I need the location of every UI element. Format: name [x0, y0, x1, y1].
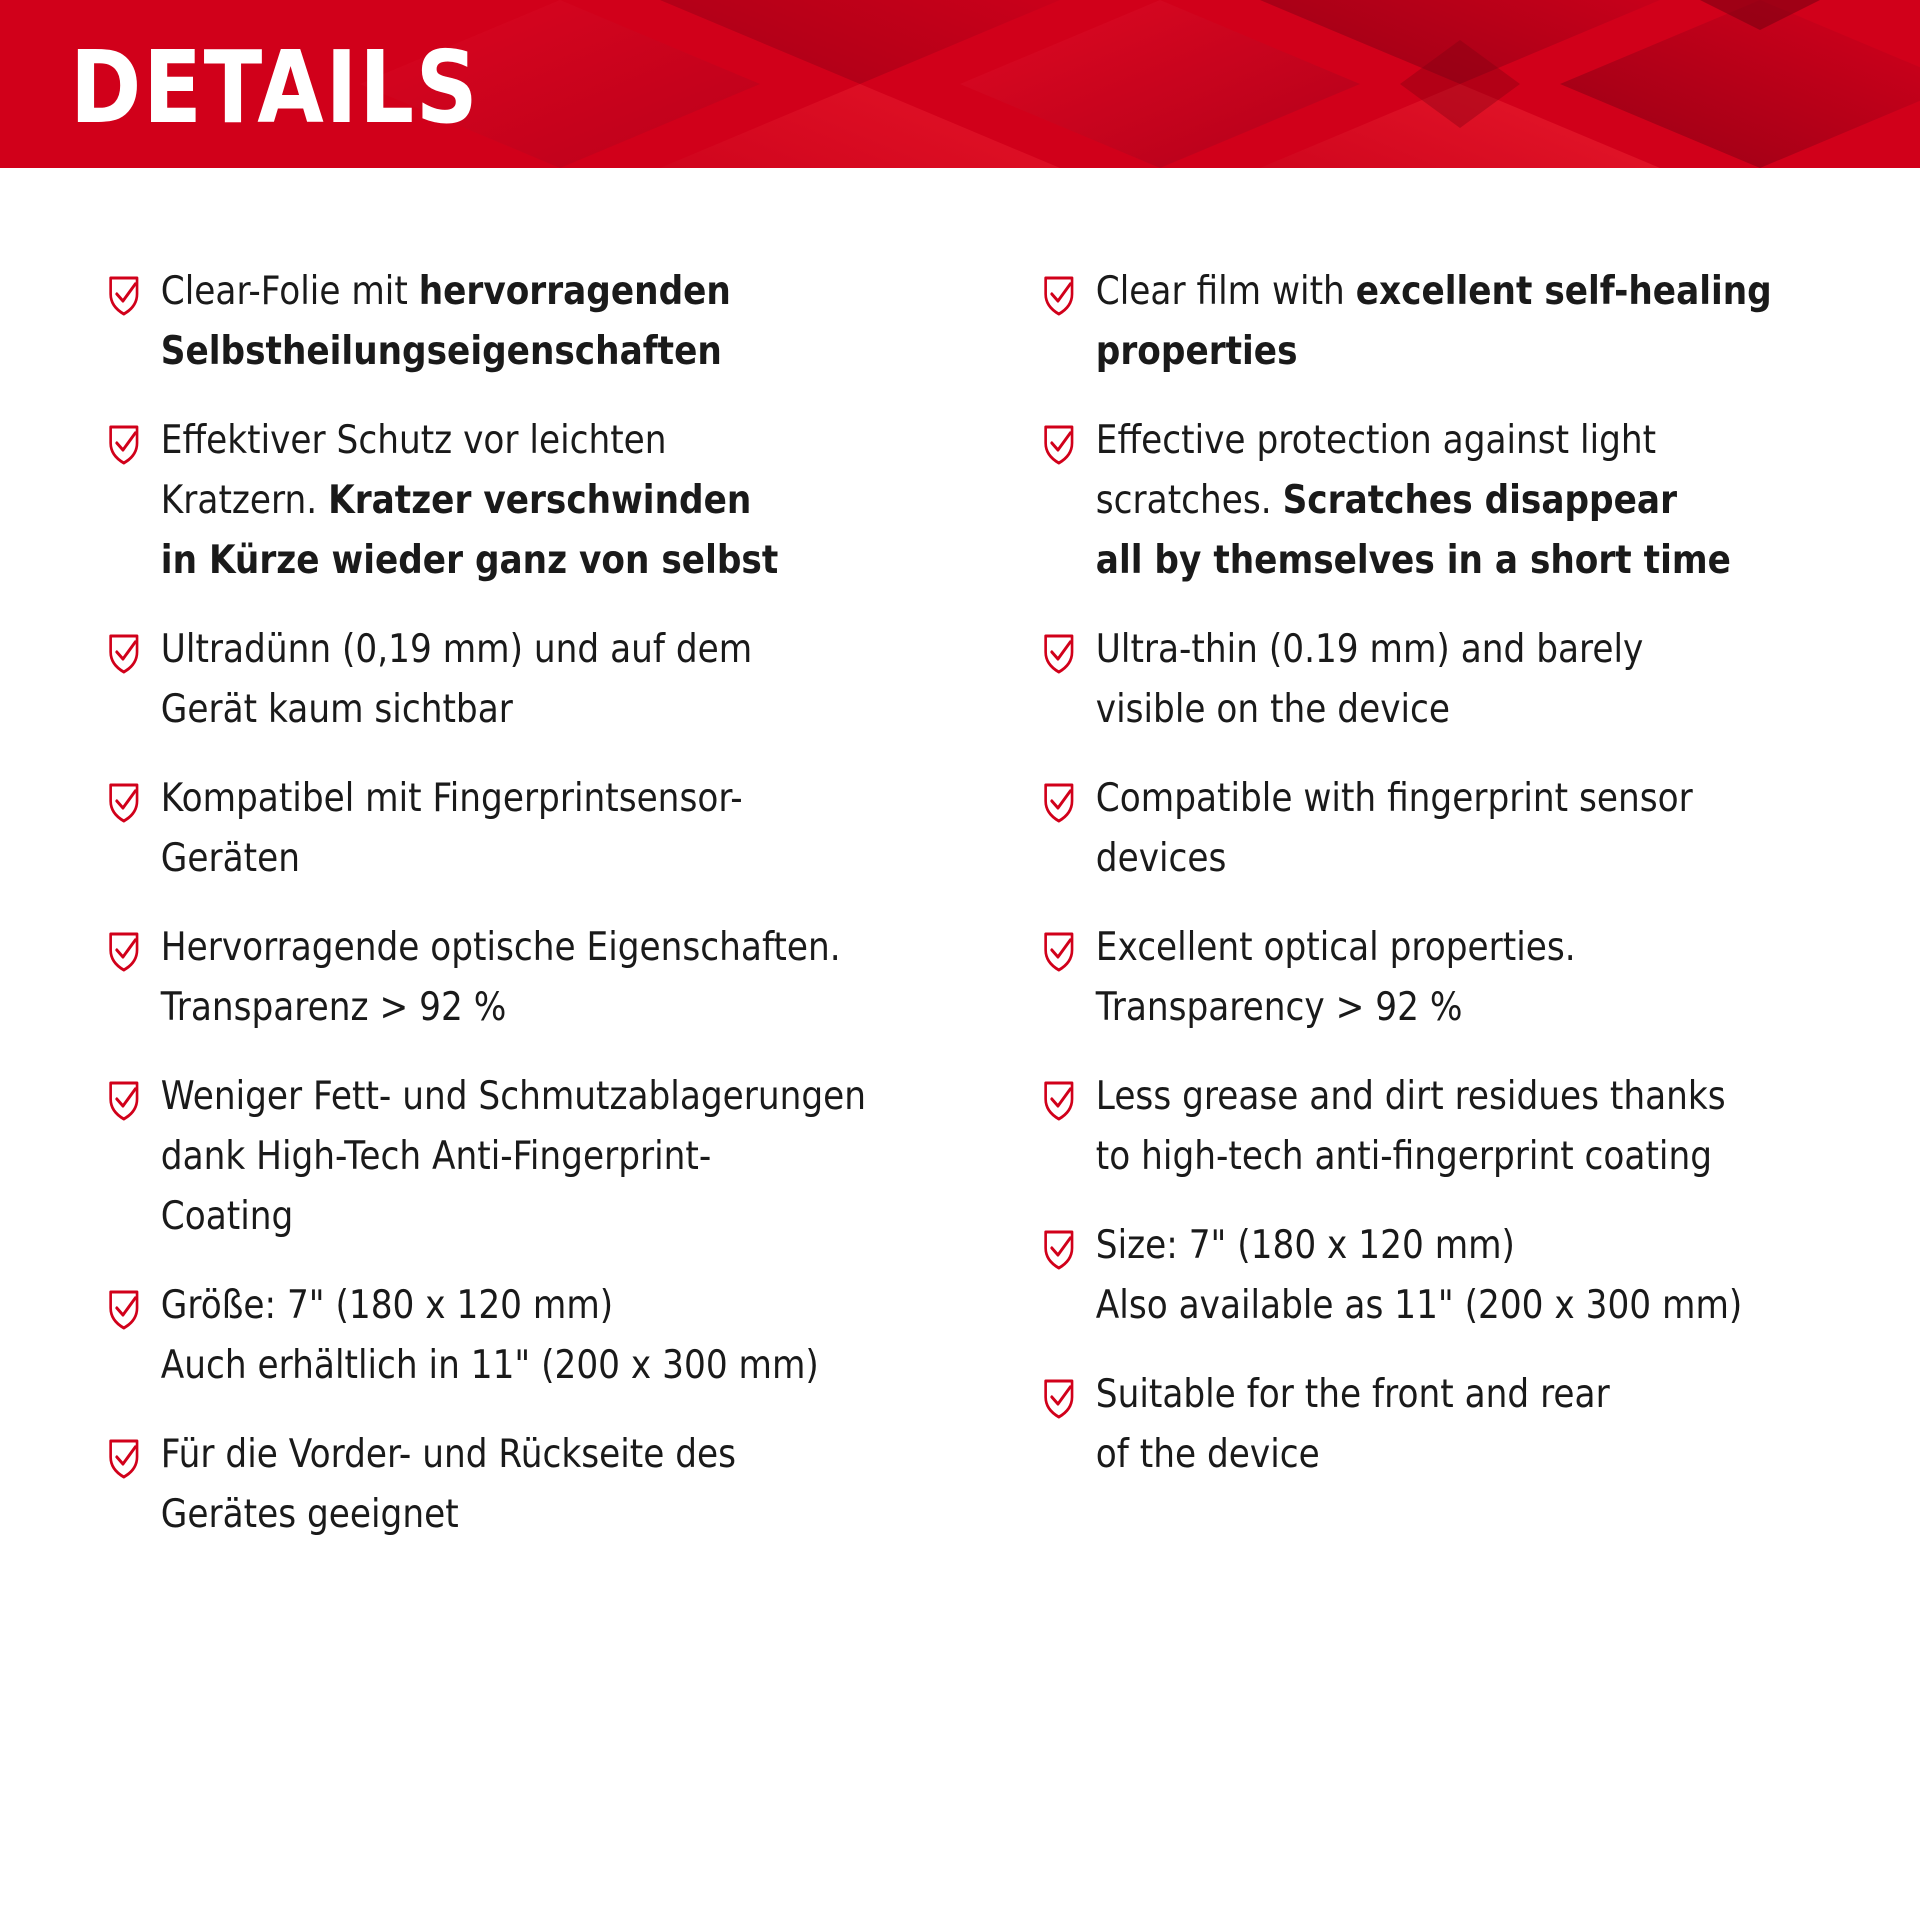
feature-text: Effektiver Schutz vor leichten — [160, 418, 667, 463]
shield-check-icon — [1043, 274, 1075, 316]
feature-text: Größe: 7" (180 x 120 mm) — [160, 1283, 614, 1328]
feature-text-line — [161, 918, 865, 978]
feature-text-line — [161, 262, 865, 322]
feature-text-line — [1096, 1276, 1800, 1336]
german-feature-item-8 — [108, 1425, 865, 1545]
feature-text-line — [1096, 1365, 1800, 1425]
feature-text-line — [161, 1425, 865, 1485]
feature-text: Kratzern. — [160, 478, 329, 523]
feature-text: Compatible with fingerprint sensor — [1095, 776, 1693, 821]
shield-check-icon — [108, 930, 140, 972]
feature-text-line — [161, 411, 865, 471]
feature-text-line — [1096, 531, 1800, 591]
feature-text: devices — [1095, 836, 1227, 881]
german-feature-list — [108, 262, 968, 1574]
shield-check-icon — [1043, 632, 1075, 674]
english-feature-item-2 — [1043, 411, 1800, 591]
feature-text-bold: Selbstheilungseigenschaften — [160, 329, 722, 374]
feature-text-line — [1096, 1425, 1800, 1485]
german-feature-item-7 — [108, 1276, 865, 1396]
feature-text-line — [1096, 411, 1800, 471]
english-feature-item-7 — [1043, 1216, 1800, 1336]
feature-text-line — [1096, 620, 1800, 680]
shield-check-icon — [1043, 1377, 1075, 1419]
feature-text-line — [1096, 978, 1800, 1038]
feature-text-line — [1096, 680, 1800, 740]
shield-check-icon — [108, 1437, 140, 1479]
feature-text-line — [1096, 471, 1800, 531]
feature-text-line — [1096, 769, 1800, 829]
feature-text-line — [161, 1067, 865, 1127]
english-feature-item-8 — [1043, 1365, 1800, 1485]
feature-text: Ultradünn (0,19 mm) und auf dem — [160, 627, 753, 672]
feature-text-line — [1096, 1067, 1800, 1127]
feature-text-line — [1096, 918, 1800, 978]
english-feature-item-3 — [1043, 620, 1800, 740]
shield-check-icon — [108, 1288, 140, 1330]
feature-text: Kompatibel mit Fingerprintsensor- — [160, 776, 743, 821]
german-feature-item-4 — [108, 769, 865, 889]
feature-text: Clear-Folie mit — [160, 269, 419, 314]
feature-text-line — [161, 620, 865, 680]
feature-text: dank High-Tech Anti-Fingerprint- — [160, 1134, 712, 1179]
feature-text-bold: hervorragenden — [418, 269, 731, 314]
feature-text: Size: 7" (180 x 120 mm) — [1095, 1223, 1515, 1268]
english-feature-item-6 — [1043, 1067, 1800, 1187]
feature-text-bold: Kratzer verschwinden — [328, 478, 752, 523]
feature-text-line — [161, 769, 865, 829]
feature-text-line — [161, 1187, 865, 1247]
english-feature-item-1 — [1043, 262, 1800, 382]
feature-text: Ultra-thin (0.19 mm) and barely — [1095, 627, 1644, 672]
german-feature-item-5 — [108, 918, 865, 1038]
feature-text-bold: Scratches disappear — [1282, 478, 1677, 523]
header-banner — [0, 0, 1920, 168]
feature-text-line — [161, 1485, 865, 1545]
german-feature-item-6 — [108, 1067, 865, 1247]
feature-text-line — [161, 322, 865, 382]
feature-text-line — [1096, 1127, 1800, 1187]
shield-check-icon — [108, 632, 140, 674]
feature-text-line — [1096, 262, 1800, 322]
feature-text: Also available as 11" (200 x 300 mm) — [1095, 1283, 1743, 1328]
shield-check-icon — [108, 274, 140, 316]
feature-text: Less grease and dirt residues thanks — [1095, 1074, 1726, 1119]
feature-text: to high-tech anti-fingerprint coating — [1095, 1134, 1712, 1179]
feature-text: Für die Vorder- und Rückseite des — [160, 1432, 737, 1477]
page-title: DETAILS — [70, 29, 480, 146]
feature-text: scratches. — [1095, 478, 1283, 523]
feature-text-line — [161, 1127, 865, 1187]
feature-text-line — [161, 680, 865, 740]
feature-text: of the device — [1095, 1432, 1320, 1477]
feature-text-line — [1096, 829, 1800, 889]
feature-text: Gerät kaum sichtbar — [160, 687, 513, 732]
feature-text: Geräten — [160, 836, 300, 881]
feature-text-line — [1096, 322, 1800, 382]
feature-text: Weniger Fett- und Schmutzablagerungen — [160, 1074, 867, 1119]
feature-text-line — [161, 471, 865, 531]
feature-text: Clear film with — [1095, 269, 1356, 314]
feature-text-line — [161, 978, 865, 1038]
feature-text: Excellent optical properties. — [1095, 925, 1576, 970]
feature-text-bold: all by themselves in a short time — [1095, 538, 1731, 583]
feature-text: Auch erhältlich in 11" (200 x 300 mm) — [160, 1343, 819, 1388]
feature-text: Transparency > 92 % — [1095, 985, 1463, 1030]
shield-check-icon — [1043, 781, 1075, 823]
feature-text: Transparenz > 92 % — [160, 985, 507, 1030]
shield-check-icon — [1043, 1079, 1075, 1121]
feature-text-bold: excellent self-healing — [1355, 269, 1772, 314]
feature-text: Coating — [160, 1194, 294, 1239]
feature-text: Effective protection against light — [1095, 418, 1657, 463]
english-feature-list — [1043, 262, 1903, 1514]
feature-text-bold: properties — [1095, 329, 1298, 374]
feature-text-line — [1096, 1216, 1800, 1276]
shield-check-icon — [1043, 1228, 1075, 1270]
feature-text-line — [161, 531, 865, 591]
shield-check-icon — [108, 423, 140, 465]
shield-check-icon — [108, 781, 140, 823]
german-feature-item-2 — [108, 411, 865, 591]
shield-check-icon — [1043, 423, 1075, 465]
english-feature-item-5 — [1043, 918, 1800, 1038]
shield-check-icon — [1043, 930, 1075, 972]
shield-check-icon — [108, 1079, 140, 1121]
feature-text: Suitable for the front and rear — [1095, 1372, 1610, 1417]
feature-text-line — [161, 1276, 865, 1336]
feature-text-line — [161, 1336, 865, 1396]
feature-text-line — [161, 829, 865, 889]
english-feature-item-4 — [1043, 769, 1800, 889]
feature-text: visible on the device — [1095, 687, 1451, 732]
feature-text-bold: in Kürze wieder ganz von selbst — [160, 538, 779, 583]
feature-text: Gerätes geeignet — [160, 1492, 459, 1537]
feature-text: Hervorragende optische Eigenschaften. — [160, 925, 841, 970]
german-feature-item-3 — [108, 620, 865, 740]
german-feature-item-1 — [108, 262, 865, 382]
